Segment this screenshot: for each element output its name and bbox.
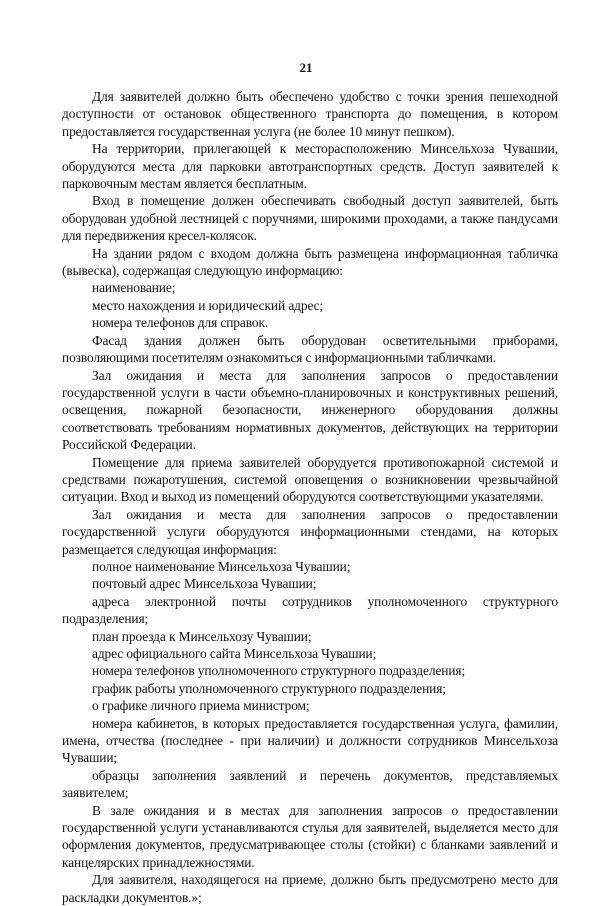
paragraph-pedestrian-access: Для заявителей должно быть обеспечено удобство с точки зрения пешеходной доступности от остановок общественного транспорта до помещения, в котором предоставляется государственная услуга (не более 10 минут пешком). <box>62 89 558 139</box>
paragraph-fire-safety: Помещение для приема заявителей оборудуется противопожарной системой и средствами пожаротушения, системой оповещения о возникновении чрезвычайной ситуации. Вход и выход из помещений оборудуются соответствующими указателями. <box>62 454 558 505</box>
list-item: адрес официального сайта Минсельхоза Чувашии; <box>92 646 377 661</box>
list-item: почтовый адрес Минсельхоза Чувашии; <box>92 576 317 592</box>
list-item: адреса электронной почты сотрудников уполномоченного структурного подразделения; <box>62 593 558 627</box>
paragraph-furniture: В зале ожидания и в местах для заполнения запросов о предоставлении государственной услуги устанавливаются стулья для заявителей, выделяется место для оформления документов, предусматривающее столы (стойки) с бланками заявлений и канцелярских принадлежностями. <box>62 802 558 870</box>
document-body <box>62 88 558 906</box>
list-item: полное наименование Минсельхоза Чувашии; <box>92 558 351 574</box>
page-number: 21 <box>299 60 313 75</box>
list-item: место нахождения и юридический адрес; <box>92 297 324 313</box>
list-item: образцы заполнения заявлений и перечень документов, представляемых заявителем; <box>62 767 558 801</box>
paragraph-info-stands: Зал ожидания и места для заполнения запросов о предоставлении государственной услуги оборудуются информационными стендами, на которых размещается следующая информация: <box>62 506 558 557</box>
list-item: наименование; <box>92 280 176 296</box>
list-item: график работы уполномоченного структурного подразделения; <box>92 680 446 696</box>
paragraph-facade: Фасад здания должен быть оборудован осветительными приборами, позволяющими посетителям ознакомиться с информационными табличками. <box>62 332 558 366</box>
paragraph-waiting-hall: Зал ожидания и места для заполнения запросов о предоставлении государственной услуги в части объемно-планировочных и конструктивных решений, освещения, пожарной безопасности, инженерного оборудования должны соответствовать требованиям нормативных документов, действующих на территории Российской Федерации. <box>62 367 558 453</box>
paragraph-parking: На территории, прилегающей к месторасположению Минсельхоза Чувашии, оборудуются места для парковки автотранспортных средств. Доступ заявителей к парковочным местам является бесплатным. <box>62 141 558 192</box>
list-item: о графике личного приема министром; <box>92 698 310 714</box>
paragraph-document-space: Для заявителя, находящегося на приеме, должно быть предусмотрено место для раскладки документов.»; <box>62 872 558 905</box>
list-item: план проезда к Минсельхозу Чувашии; <box>92 628 312 644</box>
list-item: номера телефонов для справок. <box>92 315 269 331</box>
list-item: номера телефонов уполномоченного структурного подразделения; <box>92 663 466 679</box>
paragraph-entrance: Вход в помещение должен обеспечивать свободный доступ заявителей, быть оборудован удобной лестницей с поручнями, широкими проходами, а также пандусами для передвижения кресел-колясок. <box>62 193 558 244</box>
paragraph-signboard: На здании рядом с входом должна быть размещена информационная табличка (вывеска), содержащая следующую информацию: <box>62 245 558 279</box>
list-item: номера кабинетов, в которых предоставляется государственная услуга, фамилии, имена, отчества (последнее - при наличии) и должности сотрудников Минсельхоза Чувашии; <box>62 715 558 766</box>
